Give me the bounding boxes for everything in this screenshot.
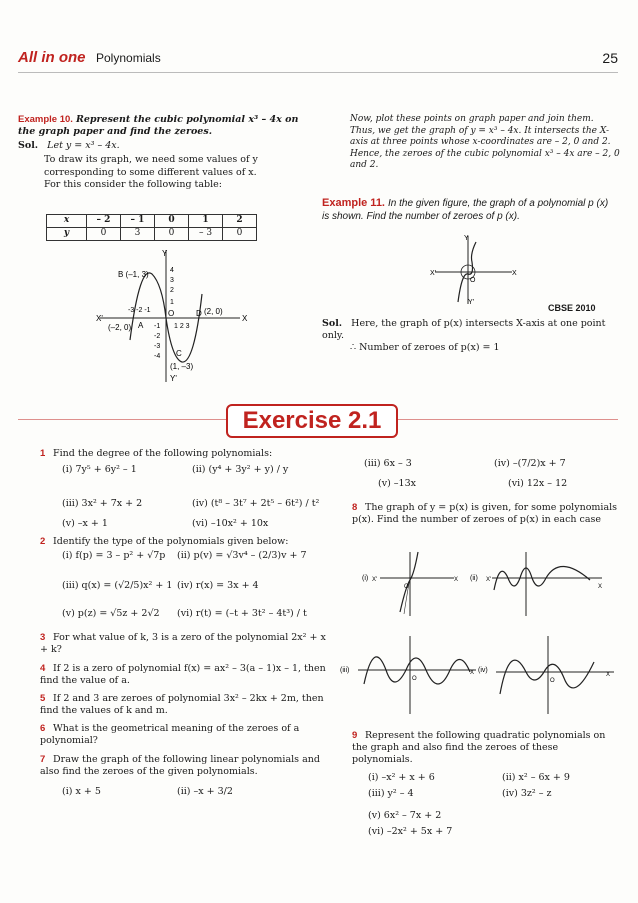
q8-graph-ii: [470, 550, 605, 618]
example-10-conclusion: Hence, the zeroes of the cubic polynomial x³ – 4x are – 2, 0 and 2.: [350, 148, 620, 171]
table-cell: 1: [189, 215, 223, 228]
brand-logo: All in one: [18, 49, 86, 66]
question-part: (iv) 3z² – z: [502, 788, 552, 800]
question-text: The graph of y = p(x) is given, for some polynomials p(x). Find the number of zeroes of p(x) in each case: [352, 502, 618, 526]
example-10-sol-text1: To draw its graph, we need some values of y corresponding to some different values of x.: [44, 154, 258, 178]
example-11-sol-result: ∴ Number of zeroes of p(x) = 1: [350, 342, 500, 354]
svg-text:3: 3: [170, 277, 174, 284]
question-part: (v) 6x² – 7x + 2: [368, 810, 442, 822]
question-part: (iii) y² – 4: [368, 788, 414, 800]
question-part: (i) –x² + x + 6: [368, 772, 435, 784]
example-10-sol-label: Sol.: [18, 140, 39, 152]
question-text: If 2 is a zero of polynomial f(x) = ax² – 3(a – 1)x – 1, then find the value of a.: [40, 662, 326, 686]
graph-point-b: B (–1, 3): [118, 270, 149, 279]
svg-text:X: X: [470, 670, 475, 676]
question-3: [40, 632, 328, 656]
example-10-solution-line: [18, 140, 318, 152]
page-header: [18, 48, 618, 70]
question-1: [40, 448, 328, 460]
example-11: [322, 196, 618, 224]
table-cell: 0: [155, 228, 189, 241]
question-6: [40, 723, 328, 747]
q8-graph-i: [362, 550, 462, 618]
table-row: [47, 215, 257, 228]
example-11-solution: [322, 318, 618, 354]
question-text: Represent the following quadratic polynomials on the graph and also find the zeroes of these polynomials.: [352, 730, 606, 766]
table-cell: – 2: [87, 215, 121, 228]
question-number: 9: [352, 730, 358, 741]
example-10-question: [18, 114, 318, 138]
question-part: (vi) r(t) = (–t + 3t² – 4t³) / t: [177, 608, 307, 620]
graph-label: (i): [362, 575, 369, 582]
q8-graph-iv: [478, 632, 618, 717]
question-number: 3: [40, 632, 46, 644]
graph-point-c: C: [176, 349, 182, 358]
svg-text:1: 1: [170, 299, 174, 306]
svg-text:O: O: [404, 584, 409, 590]
question-text: Draw the graph of the following linear polynomials and also find the zeroes of the given polynomials.: [40, 753, 320, 777]
exercise-title: Exercise 2.1: [226, 404, 398, 438]
example-10-sol-intro: Let y = x³ – 4x.: [47, 140, 120, 152]
table-cell: 0: [223, 228, 257, 241]
cbse-tag: CBSE 2010: [548, 303, 596, 313]
example-10-sol-text2: For this consider the following table:: [44, 178, 222, 190]
question-text: What is the geometrical meaning of the zeroes of a polynomial?: [40, 723, 300, 747]
svg-text:Y: Y: [162, 249, 168, 258]
svg-text:X: X: [512, 270, 517, 277]
svg-text:X: X: [454, 577, 459, 583]
graph-origin: O: [168, 309, 175, 318]
exercise-left-column: [40, 448, 328, 806]
question-part: (ii) x² – 6x + 9: [502, 772, 570, 784]
example-11-sol-label: Sol.: [322, 318, 343, 329]
table-cell: 0: [87, 228, 121, 241]
question-8: [352, 502, 620, 526]
header-divider: [18, 72, 618, 73]
question-part: (v) –x + 1: [62, 518, 108, 530]
graph-point-d: D: [196, 309, 202, 318]
values-table: [46, 214, 257, 241]
question-part: (v) –13x: [378, 478, 416, 489]
question-number: 6: [40, 723, 46, 735]
example-10: [18, 114, 318, 191]
question-part: (i) x + 5: [62, 785, 101, 797]
graph-point-a: A: [138, 321, 144, 330]
question-part: (vi) 12x – 12: [508, 478, 568, 489]
table-cell: 2: [223, 215, 257, 228]
q8-graph-iii: [340, 632, 480, 717]
example-10-continuation-text: Now, plot these points on graph paper and join them. Thus, we get the graph of y = x³ – 4x. It intersects the X-axis at three points whose x-coordinates are – 2, 0 and 2.: [350, 114, 611, 148]
question-part: (iv) (t⁸ – 3t⁷ + 2t⁵ – 6t²) / t²: [192, 498, 320, 510]
question-part: (vi) –10x² + 10x: [192, 518, 269, 530]
svg-text:Y: Y: [464, 235, 469, 242]
table-cell: 3: [121, 228, 155, 241]
question-number: 5: [40, 692, 46, 704]
svg-text:X': X': [430, 270, 437, 277]
question-part: (iii) 6x – 3: [364, 458, 412, 469]
svg-text:O: O: [550, 678, 555, 684]
table-header-x: x: [47, 215, 87, 228]
question-part: (iii) 3x² + 7x + 2: [62, 498, 143, 510]
question-9-text-line: [352, 730, 620, 766]
svg-text:4: 4: [170, 267, 174, 274]
svg-text:1 2 3: 1 2 3: [174, 323, 190, 330]
question-part: (iii) q(x) = (√2/5)x² + 1: [62, 580, 173, 592]
svg-text:Y': Y': [170, 374, 177, 383]
example-10-text: Represent the cubic polynomial x³ – 4x on the graph paper and find the zeroes.: [18, 114, 299, 138]
example-11-sol-text: Here, the graph of p(x) intersects X-axis at one point only.: [322, 318, 606, 342]
example-11-graph: [430, 232, 520, 307]
table-cell: – 1: [121, 215, 155, 228]
example-11-text: In the given figure, the graph of a polynomial p (x) is shown. Find the number of zeroes of p (x).: [322, 198, 609, 222]
graph-point-a-coord: (–2, 0): [108, 323, 132, 332]
table-cell: – 3: [189, 228, 223, 241]
graph-label: (iii): [340, 667, 350, 674]
svg-text:X: X: [598, 584, 603, 590]
question-9: [352, 730, 620, 850]
table-cell: 0: [155, 215, 189, 228]
question-number: 4: [40, 662, 46, 674]
cubic-graph: [90, 244, 250, 384]
question-text: Identify the type of the polynomials given below:: [53, 536, 289, 548]
chapter-title: Polynomials: [96, 51, 161, 65]
question-text: For what value of k, 3 is a zero of the polynomial 2x² + x + k?: [40, 632, 326, 656]
graph-label: (iv): [478, 667, 488, 674]
question-4: [40, 663, 328, 687]
question-part: (ii) (y⁴ + 3y² + y) / y: [192, 464, 289, 476]
svg-text:X': X': [372, 577, 378, 583]
question-part: (i) f(p) = 3 – p² + √7p: [62, 550, 166, 562]
exercise-right-column: [350, 452, 620, 526]
table-header-y: y: [47, 228, 87, 241]
question-number: 7: [40, 753, 46, 765]
svg-text:X': X': [486, 577, 492, 583]
question-number: 8: [352, 502, 358, 513]
question-part: (ii) p(v) = √3v⁴ – (2/3)v + 7: [177, 550, 307, 562]
question-number: 2: [40, 536, 46, 548]
example-11-title: Example 11.: [322, 197, 385, 209]
question-part: (ii) –x + 3/2: [177, 785, 233, 797]
example-10-title: Example 10.: [18, 114, 73, 125]
example-10-continuation: [350, 114, 620, 172]
page-number: 25: [602, 50, 618, 66]
svg-text:-3 -2 -1: -3 -2 -1: [128, 307, 151, 314]
svg-text:-2: -2: [154, 333, 161, 340]
question-part: (v) p(z) = √5z + 2√2: [62, 608, 160, 620]
question-part: (iv) –(7/2)x + 7: [494, 458, 566, 469]
question-number: 1: [40, 448, 46, 459]
svg-text:X: X: [606, 672, 611, 678]
svg-text:-1: -1: [154, 323, 161, 330]
graph-point-c-coord: (1, –3): [170, 362, 194, 371]
svg-text:O: O: [470, 277, 476, 284]
question-text: Find the degree of the following polynomials:: [53, 448, 273, 459]
question-part: (iv) r(x) = 3x + 4: [177, 580, 259, 592]
svg-text:X: X: [242, 314, 248, 323]
table-row: [47, 228, 257, 241]
svg-text:X': X': [96, 314, 103, 323]
question-text: If 2 and 3 are zeroes of polynomial 3x² – 2kx + 2m, then find the values of k and m.: [40, 692, 324, 717]
question-part: (i) 7y⁵ + 6y² – 1: [62, 464, 137, 476]
svg-text:O: O: [412, 676, 417, 682]
graph-point-d-coord: (2, 0): [204, 307, 223, 316]
svg-text:2: 2: [170, 287, 174, 294]
svg-text:-4: -4: [154, 353, 161, 360]
svg-text:Y': Y': [468, 299, 475, 306]
question-7: [40, 754, 328, 778]
question-2: [40, 536, 328, 548]
svg-text:-3: -3: [154, 343, 161, 350]
question-part: (vi) –2x² + 5x + 7: [368, 826, 453, 838]
graph-label: (ii): [470, 575, 478, 582]
question-5: [40, 693, 328, 717]
